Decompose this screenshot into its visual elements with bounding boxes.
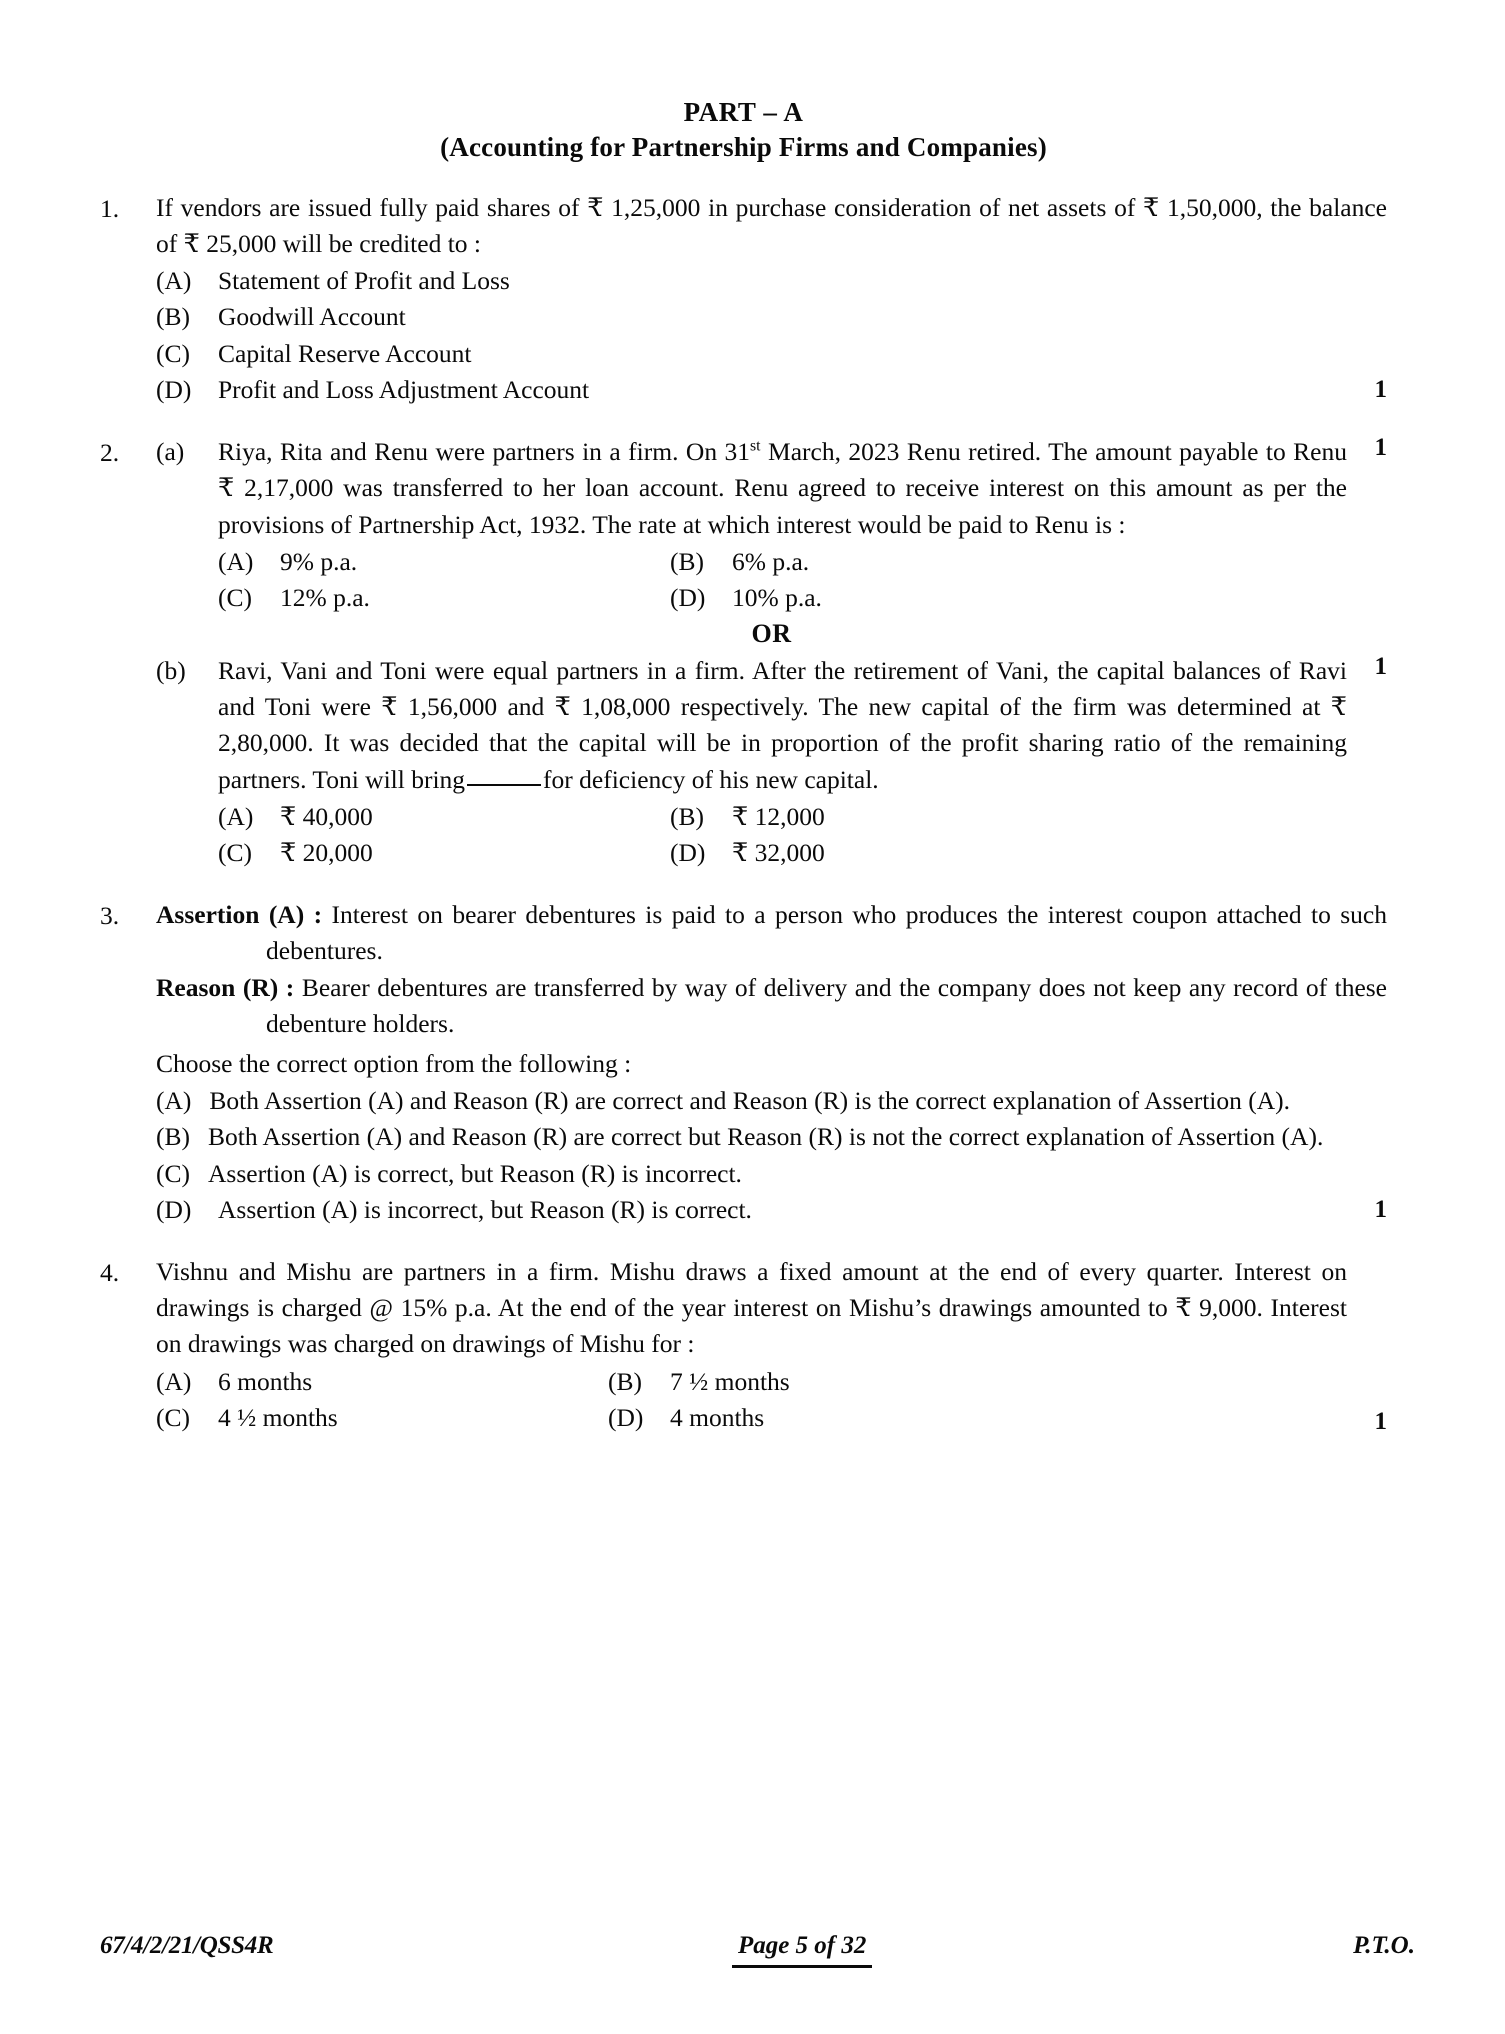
option-b[interactable] bbox=[608, 1364, 1347, 1400]
question-3-reason bbox=[156, 970, 1387, 1042]
option-key: (A) bbox=[156, 1366, 192, 1396]
question-1-text: If vendors are issued fully paid shares of ₹ 1,25,000 in purchase consideration of net assets of ₹ 1,50,000, the balance of ₹ 25,000 will be credited to : bbox=[156, 192, 1387, 259]
question-3-number: 3. bbox=[100, 901, 120, 931]
option-label: Capital Reserve Account bbox=[218, 338, 472, 368]
option-label: Both Assertion (A) and Reason (R) are correct but Reason (R) is not the correct explanation of Assertion (A). bbox=[208, 1122, 1324, 1152]
option-label: ₹ 12,000 bbox=[732, 801, 825, 831]
reason-label: Reason (R) : bbox=[156, 972, 295, 1002]
question-1 bbox=[100, 190, 1387, 408]
option-a[interactable] bbox=[218, 799, 670, 835]
part-title: PART – A bbox=[683, 97, 804, 127]
question-4-text: Vishnu and Mishu are partners in a firm. Mishu draws a fixed amount at the end of every quarter. Interest on drawings is charged @ 15% p.a. At the end of the year interest on Mishu’s drawings amounted to ₹ 9,000. Interest on drawings was charged on drawings of Mishu for : bbox=[156, 1257, 1347, 1359]
page-footer bbox=[100, 1932, 1415, 1968]
option-row bbox=[156, 1400, 1347, 1436]
option-label: Profit and Loss Adjustment Account bbox=[218, 374, 590, 404]
option-label: ₹ 32,000 bbox=[732, 838, 825, 868]
option-a[interactable] bbox=[218, 544, 670, 580]
question-3 bbox=[100, 897, 1387, 1228]
option-b[interactable] bbox=[670, 544, 1347, 580]
option-row bbox=[218, 580, 1347, 616]
question-2-part-a-marks: 1 bbox=[1374, 434, 1387, 462]
option-label: Assertion (A) is correct, but Reason (R) is incorrect. bbox=[208, 1158, 742, 1188]
option-key: (A) bbox=[156, 266, 192, 296]
reason-text: Bearer debentures are transferred by way of delivery and the company does not keep any record of these debenture holders. bbox=[266, 972, 1387, 1038]
option-key: (C) bbox=[156, 1158, 190, 1188]
option-c[interactable] bbox=[156, 1400, 608, 1436]
option-row[interactable] bbox=[156, 336, 1387, 372]
option-d[interactable] bbox=[670, 580, 1347, 616]
q2a-text-pre: Riya, Rita and Renu were partners in a firm. On 31 bbox=[218, 437, 751, 467]
question-2-or-separator: OR bbox=[751, 619, 792, 649]
option-d[interactable] bbox=[608, 1400, 1347, 1436]
question-2-part-a bbox=[156, 434, 1387, 616]
option-a[interactable] bbox=[156, 1364, 608, 1400]
option-row[interactable] bbox=[156, 372, 1387, 408]
question-2-part-a-text bbox=[218, 434, 1347, 543]
option-key: (D) bbox=[670, 582, 706, 612]
question-3-marks: 1 bbox=[1374, 1195, 1387, 1223]
option-label: ₹ 20,000 bbox=[280, 838, 373, 868]
assertion-text: Interest on bearer debentures is paid to a person who produces the interest coupon attached to such debentures. bbox=[266, 900, 1387, 966]
question-2-part-b-options bbox=[218, 799, 1347, 871]
option-b[interactable] bbox=[670, 799, 1347, 835]
question-2-number: 2. bbox=[100, 438, 120, 468]
option-key: (C) bbox=[218, 582, 252, 612]
option-key: (D) bbox=[608, 1402, 644, 1432]
part-subtitle: (Accounting for Partnership Firms and Companies) bbox=[440, 131, 1047, 162]
q2b-text-pre: Ravi, Vani and Toni were equal partners in a firm. After the retirement of Vani, the capital balances of Ravi and Toni were ₹ 1,56,000 and ₹ 1,08,000 respectively. The new capital of the firm was determined at ₹ 2,80,000. It was decided that the capital will be in proportion of the profit sharing ratio of the remaining partners. Toni will bring bbox=[218, 656, 1347, 794]
option-label: ₹ 40,000 bbox=[280, 801, 373, 831]
option-label: Both Assertion (A) and Reason (R) are correct and Reason (R) is the correct explanation of Assertion (A). bbox=[209, 1086, 1291, 1116]
question-2-part-b-label: (b) bbox=[156, 656, 186, 686]
option-row[interactable] bbox=[156, 299, 1387, 335]
option-label: 12% p.a. bbox=[280, 582, 370, 612]
q2a-ordinal-suffix: st bbox=[750, 437, 761, 455]
fill-in-blank bbox=[467, 784, 541, 786]
option-label: Statement of Profit and Loss bbox=[218, 266, 510, 296]
option-row[interactable] bbox=[156, 1119, 1387, 1155]
option-key: (C) bbox=[218, 838, 252, 868]
question-1-marks: 1 bbox=[1374, 375, 1387, 403]
question-2-part-b-text bbox=[218, 653, 1347, 798]
question-4-marks: 1 bbox=[1374, 1408, 1387, 1436]
pto-label: P.T.O. bbox=[1353, 1932, 1415, 1959]
question-2-part-a-label: (a) bbox=[156, 437, 185, 467]
q2a-text-post: March, 2023 Renu retired. The amount payable to Renu ₹ 2,17,000 was transferred to her loan account. Renu agreed to receive interest on this amount as per the provisions of Partnership Act, 1932. The rate at which interest would be paid to Renu is : bbox=[218, 437, 1347, 539]
option-key: (B) bbox=[156, 1122, 190, 1152]
question-2-part-b-marks: 1 bbox=[1374, 653, 1387, 681]
q2b-text-post: for deficiency of his new capital. bbox=[543, 764, 879, 794]
question-3-instruction: Choose the correct option from the following : bbox=[156, 1049, 632, 1079]
question-2-part-a-options bbox=[218, 544, 1347, 616]
question-3-options bbox=[156, 1083, 1387, 1228]
option-label: 10% p.a. bbox=[732, 582, 822, 612]
option-key: (A) bbox=[218, 801, 254, 831]
option-label: 4 months bbox=[670, 1402, 765, 1432]
option-label: 9% p.a. bbox=[280, 546, 358, 576]
question-4 bbox=[100, 1254, 1387, 1436]
option-key: (D) bbox=[670, 838, 706, 868]
option-d[interactable] bbox=[670, 835, 1347, 871]
page-number: Page 5 of 32 bbox=[732, 1932, 872, 1968]
option-key: (B) bbox=[156, 302, 190, 332]
option-key: (D) bbox=[156, 1194, 192, 1224]
option-label: 7 ½ months bbox=[670, 1366, 790, 1396]
option-key: (C) bbox=[156, 1402, 190, 1432]
option-key: (B) bbox=[670, 546, 704, 576]
option-key: (A) bbox=[218, 546, 254, 576]
option-key: (A) bbox=[156, 1086, 192, 1116]
option-label: 4 ½ months bbox=[218, 1402, 338, 1432]
option-key: (D) bbox=[156, 374, 192, 404]
option-row bbox=[218, 799, 1347, 835]
option-row bbox=[218, 835, 1347, 871]
question-4-options bbox=[156, 1364, 1347, 1436]
option-row[interactable] bbox=[156, 1192, 1387, 1228]
option-label: Goodwill Account bbox=[218, 302, 406, 332]
option-row bbox=[218, 544, 1347, 580]
paper-code: 67/4/2/21/QSS4R bbox=[100, 1932, 274, 1959]
option-key: (B) bbox=[608, 1366, 642, 1396]
question-2-part-b bbox=[156, 653, 1387, 871]
option-label: 6 months bbox=[218, 1366, 313, 1396]
option-label: 6% p.a. bbox=[732, 546, 810, 576]
question-1-number: 1. bbox=[100, 193, 120, 223]
option-c[interactable] bbox=[218, 835, 670, 871]
option-row bbox=[156, 1364, 1347, 1400]
question-4-number: 4. bbox=[100, 1258, 120, 1288]
question-2 bbox=[100, 434, 1387, 871]
option-c[interactable] bbox=[218, 580, 670, 616]
option-label: Assertion (A) is incorrect, but Reason (R) is correct. bbox=[218, 1194, 752, 1224]
option-row[interactable] bbox=[156, 1083, 1387, 1119]
option-key: (C) bbox=[156, 338, 190, 368]
question-1-options bbox=[156, 263, 1387, 408]
assertion-label: Assertion (A) : bbox=[156, 900, 323, 930]
option-key: (B) bbox=[670, 801, 704, 831]
question-3-assertion bbox=[156, 897, 1387, 969]
option-row[interactable] bbox=[156, 263, 1387, 299]
option-row[interactable] bbox=[156, 1156, 1387, 1192]
